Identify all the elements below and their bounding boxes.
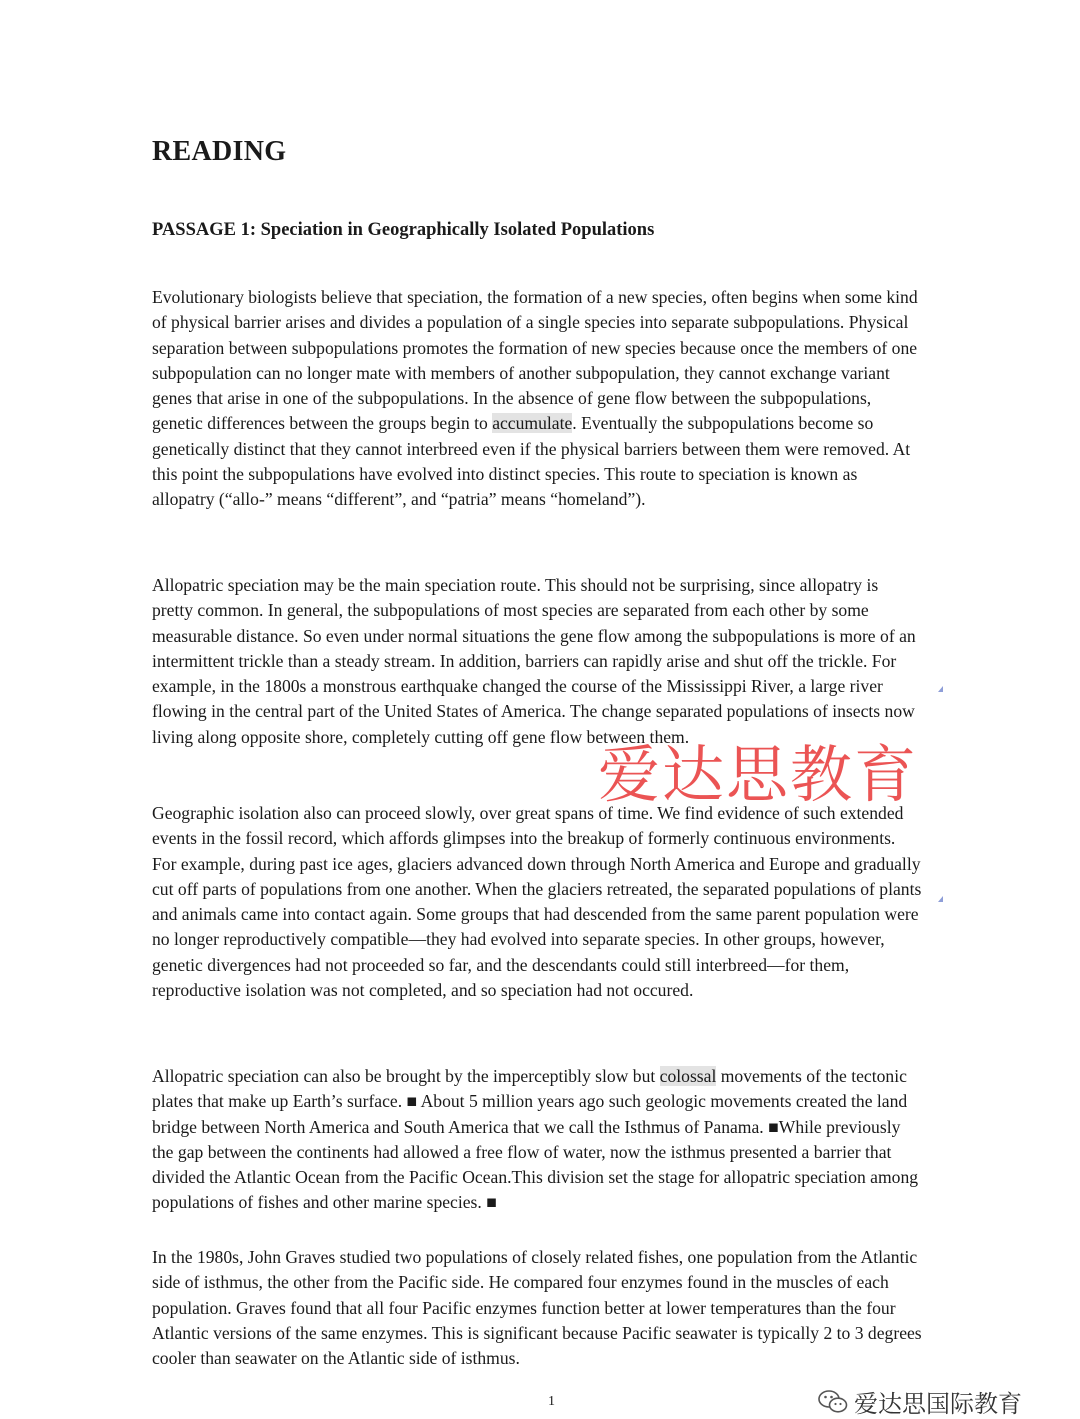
- margin-marker-icon: [938, 686, 943, 692]
- section-heading: READING: [152, 136, 287, 167]
- paragraph-2: Allopatric speciation may be the main speciation route. This should not be surprising, since allopatry is pretty common. In general, the subpopulations of most species are separated from each other by some measurable distance. So even under normal situations the gene flow among the subpopulations is more of an intermittent trickle than a steady stream. In addition, barriers can rapidly arise and shut off the trickle. For example, in the 1800s a monstrous earthquake changed the course of the Mississippi River, a large river flowing in the central part of the United States of America. The change separated populations of insects now living along opposite shore, completely cutting off gene flow between them.: [152, 575, 916, 747]
- highlighted-word-accumulate[interactable]: accumulate: [492, 413, 573, 434]
- paragraph-4-text-after: movements of the tectonic plates that make up Earth’s surface. ■ About 5 million years ago such geologic movements created the land bridge between North America and South America that we call the Isthmus of Panama. ■While previously the gap between the continents had allowed a free flow of water, now the isthmus presented a barrier that divided the Atlantic Ocean from the Pacific Ocean.This division set the stage for allopatric speciation among populations of fishes and other marine species. ■: [152, 1066, 919, 1213]
- wechat-icon: [818, 1389, 848, 1415]
- paragraph-5: In the 1980s, John Graves studied two populations of closely related fishes, one population from the Atlantic side of isthmus, the other from the Pacific side. He compared four enzymes found in the muscles of each population. Graves found that all four Pacific enzymes function better at lower temperatures than the four Atlantic versions of the same enzymes. This is significant because Pacific seawater is typically 2 to 3 degrees cooler than seawater on the Atlantic side of isthmus.: [152, 1247, 922, 1369]
- brand-watermark: [818, 1384, 1022, 1419]
- paragraph-1-text-before: Evolutionary biologists believe that speciation, the formation of a new species, often begins when some kind of physical barrier arises and divides a population of a single species into separate subpopulations. Physical separation between subpopulations promotes the formation of new species because once the members of one subpopulation can no longer mate with members of another subpopulation, they cannot exchange variant genes that arise in one of the subpopulations. In the absence of gene flow between the subpopulations, genetic differences between the groups begin to: [152, 287, 918, 434]
- paragraph-1-text-after: . Eventually the subpopulations become so genetically distinct that they cannot interbreed even if the physical barriers between them were removed. At this point the subpopulations have evolved into distinct species. This route to speciation is known as allopatry (“allo-” means “different”, and “patria” means “homeland”).: [152, 413, 911, 510]
- brand-name: 爱达思国际教育: [854, 1390, 1022, 1418]
- page-number: 1: [548, 1394, 555, 1409]
- watermark-logo-text: 爱达思教育: [598, 738, 919, 811]
- margin-marker-icon: [938, 896, 943, 902]
- paragraph-4-text-before: Allopatric speciation can also be brought by the imperceptibly slow but: [152, 1066, 660, 1086]
- paragraph-3: Geographic isolation also can proceed slowly, over great spans of time. We find evidence of such extended events in the fossil record, which affords glimpses into the breakup of formerly continuous environments. For example, during past ice ages, glaciers advanced down through North America and Europe and gradually cut off parts of populations from one another. When the glaciers retreated, the separated populations of plants and animals came into contact again. Some groups that had descended from the same parent population were no longer reproductively compatible—they had evolved into separate species. In other groups, however, genetic divergences had not proceeded so far, and the descendants could still interbreed—for them, reproductive isolation was not completed, and so speciation had not occured.: [152, 803, 922, 1001]
- passage-title: PASSAGE 1: Speciation in Geographically Isolated Populations: [152, 220, 655, 240]
- paragraph-4: [152, 1064, 922, 1216]
- paragraph-1: [152, 285, 922, 513]
- highlighted-word-colossal[interactable]: colossal: [659, 1066, 717, 1086]
